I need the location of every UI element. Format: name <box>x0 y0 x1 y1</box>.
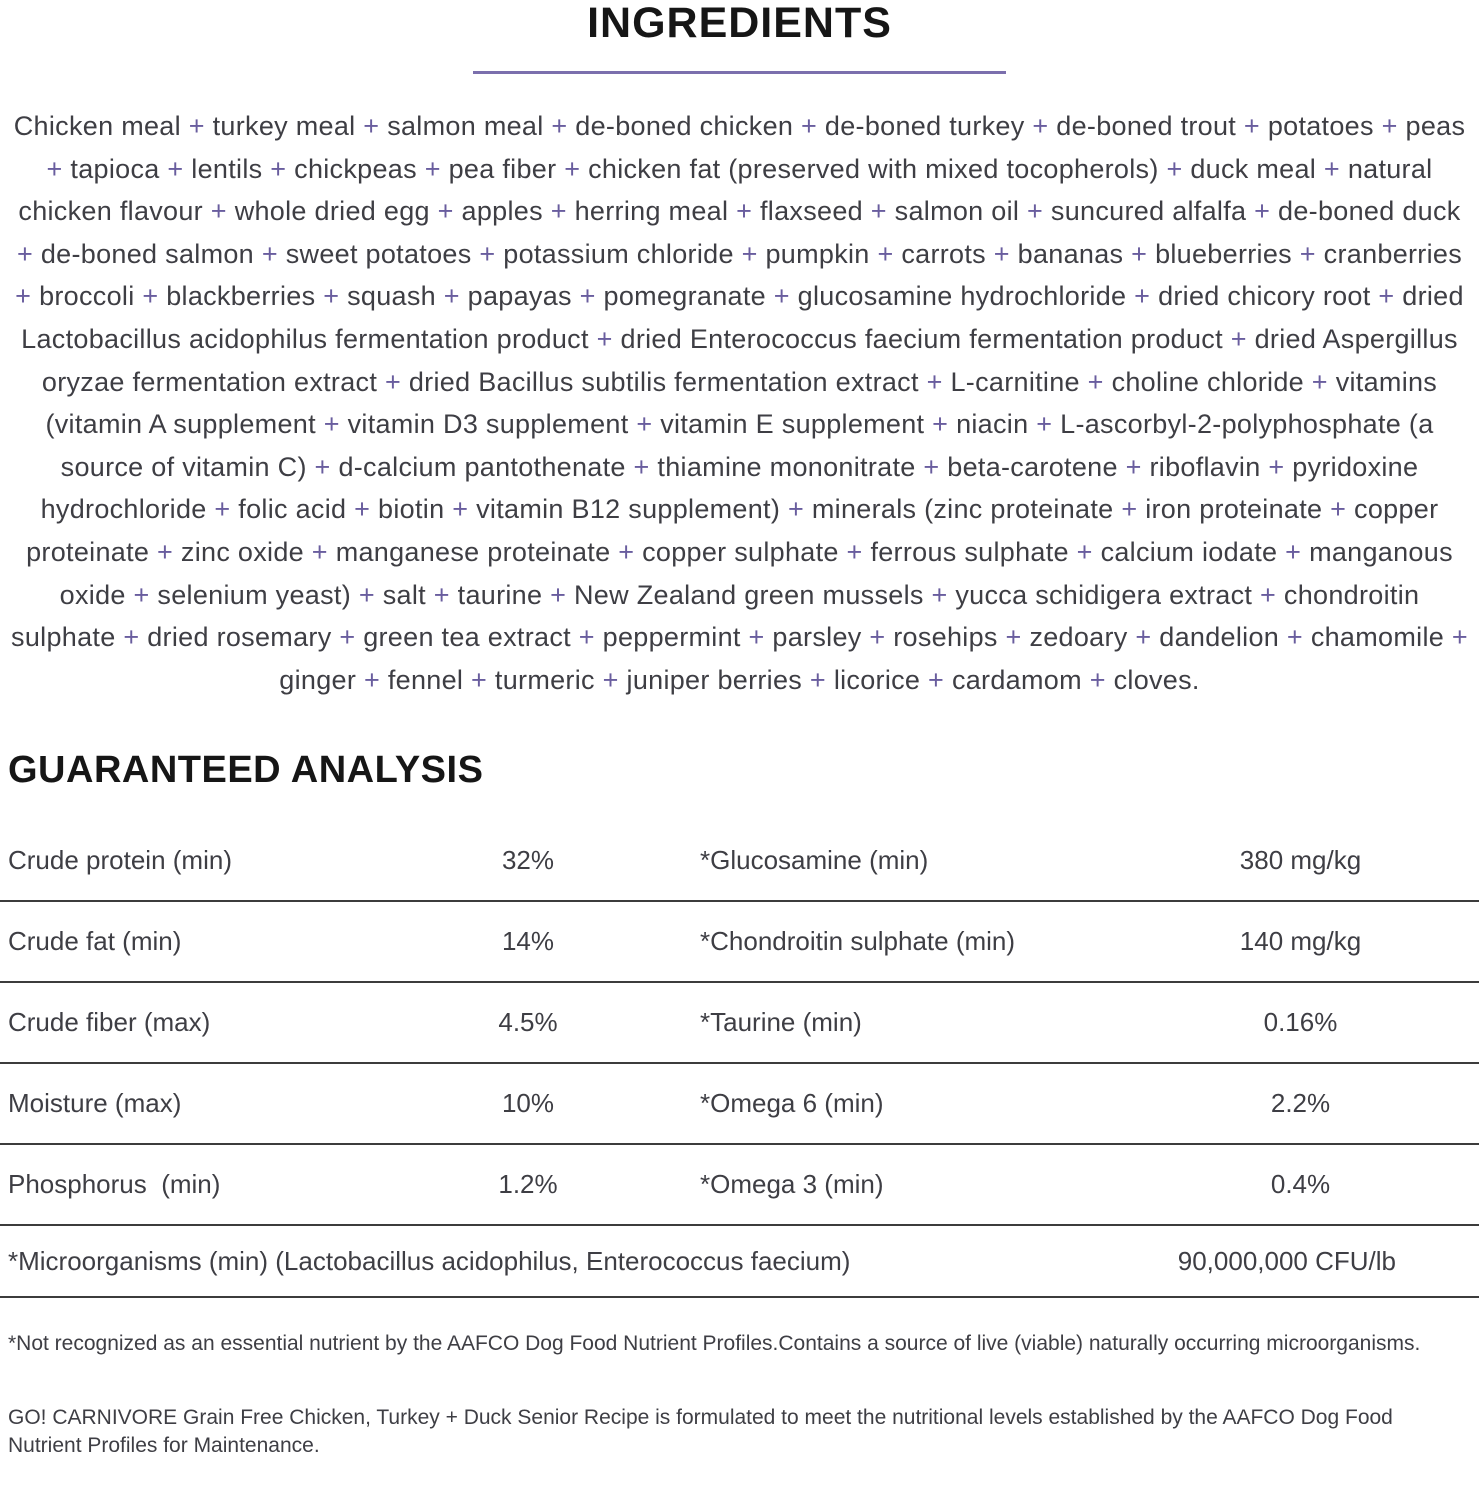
plus-separator: + <box>1005 622 1022 653</box>
plus-separator: + <box>1135 622 1152 653</box>
analysis-left-value: 10% <box>501 1088 555 1119</box>
plus-separator: + <box>384 366 402 397</box>
ingredient-item: potatoes <box>1267 111 1374 141</box>
ingredient-item: natural chicken flavour <box>18 153 1433 227</box>
ingredient-item: herring meal <box>574 196 729 227</box>
plus-separator: + <box>877 238 894 269</box>
ingredient-item: manganese proteinate <box>335 536 611 567</box>
analysis-right-value: 380 mg/kg <box>1239 845 1362 876</box>
ingredient-item: New Zealand green mussels <box>574 579 924 610</box>
ingredient-item: dried Bacillus subtilis fermentation extract <box>408 366 919 397</box>
plus-separator: + <box>578 622 595 653</box>
ingredient-item: dried chicory root <box>1158 281 1371 312</box>
ingredient-item: riboflavin <box>1149 451 1261 482</box>
ingredient-item: blueberries <box>1155 238 1292 269</box>
plus-separator: + <box>311 536 328 567</box>
ingredient-item: pea fiber <box>448 153 557 184</box>
ingredient-item: d-calcium pantothenate <box>338 451 626 482</box>
ingredient-item: taurine <box>457 579 543 610</box>
ingredient-item: green tea extract <box>363 622 571 653</box>
ingredient-item: peas <box>1405 111 1466 141</box>
ingredient-item: cardamom <box>951 664 1082 695</box>
plus-separator: + <box>618 536 635 567</box>
ingredient-item: bananas <box>1017 238 1124 269</box>
analysis-left-label: Crude fat (min) <box>8 926 182 957</box>
ingredient-item: copper sulphate <box>642 536 839 567</box>
plus-separator: + <box>932 409 949 440</box>
analysis-right-value: 2.2% <box>1270 1088 1331 1119</box>
plus-separator: + <box>809 664 826 695</box>
plus-separator: + <box>1125 451 1142 482</box>
analysis-right-label: *Taurine (min) <box>700 1007 862 1038</box>
ingredient-item: selenium yeast) <box>157 579 352 610</box>
ingredient-item: tapioca <box>70 153 160 184</box>
ingredient-item: dried rosemary <box>147 622 332 653</box>
aafco-statement: GO! CARNIVORE Grain Free Chicken, Turkey + Duck Senior Recipe is formulated to meet the nutritional levels established by the AAFCO Dog Food Nutrient Profiles for Maintenance. <box>8 1406 1393 1458</box>
analysis-left-value: 14% <box>501 926 555 957</box>
plus-separator: + <box>1285 536 1302 567</box>
plus-separator: + <box>741 238 758 269</box>
plus-separator: + <box>801 111 818 141</box>
ingredient-item: yucca schidigera extract <box>955 579 1253 610</box>
ingredient-item: salt <box>382 579 426 610</box>
ingredient-item: de-boned salmon <box>40 238 255 269</box>
analysis-right-label: *Omega 6 (min) <box>700 1088 884 1119</box>
plus-separator: + <box>1089 664 1106 695</box>
ingredient-item: dried Aspergillus oryzae fermentation extract <box>41 323 1458 397</box>
ingredient-item: blackberries <box>166 281 316 312</box>
ingredient-item: vitamin E supplement <box>660 409 925 440</box>
analysis-right-label: *Glucosamine (min) <box>700 845 929 876</box>
analysis-row <box>0 821 1479 902</box>
plus-separator: + <box>339 622 356 653</box>
analysis-row <box>0 1145 1479 1226</box>
plus-separator: + <box>452 494 469 525</box>
plus-separator: + <box>354 494 371 525</box>
analysis-left-label: Moisture (max) <box>8 1088 182 1119</box>
ingredient-item: peppermint <box>602 622 741 653</box>
analysis-left-value: 32% <box>501 845 555 876</box>
plus-separator: + <box>736 196 753 227</box>
analysis-left-label: Crude protein (min) <box>8 845 232 876</box>
plus-separator: + <box>846 536 863 567</box>
ingredient-item: ferrous sulphate <box>870 536 1069 567</box>
plus-separator: + <box>633 451 650 482</box>
ingredient-item: rosehips <box>893 622 998 653</box>
ingredient-item: biotin <box>378 494 445 525</box>
plus-separator: + <box>16 238 34 269</box>
plus-separator: + <box>433 579 450 610</box>
plus-separator: + <box>157 536 174 567</box>
plus-separator: + <box>1311 366 1328 397</box>
plus-separator: + <box>1027 196 1044 227</box>
plus-separator: + <box>773 281 790 312</box>
ingredient-item: potassium chloride <box>503 238 734 269</box>
ingredient-item: zedoary <box>1029 622 1128 653</box>
plus-separator: + <box>869 622 886 653</box>
plus-separator: + <box>358 579 375 610</box>
plus-separator: + <box>1243 111 1260 141</box>
plus-separator: + <box>437 196 454 227</box>
microorganisms-label: *Microorganisms (min) (Lactobacillus acidophilus, Enterococcus faecium) <box>8 1245 851 1276</box>
asterisk-footnote: *Not recognized as an essential nutrient by the AAFCO Dog Food Nutrient Profiles.Contains a source of live (viable) naturally occurring microorganisms. <box>8 1332 1421 1356</box>
ingredient-item: de-boned chicken <box>575 111 794 141</box>
plus-separator: + <box>1131 238 1148 269</box>
ingredient-item: cloves. <box>1113 664 1200 695</box>
plus-separator: + <box>323 409 340 440</box>
plus-separator: + <box>550 579 567 610</box>
plus-separator: + <box>551 111 568 141</box>
plus-separator: + <box>363 664 381 695</box>
plus-separator: + <box>923 451 940 482</box>
plus-separator: + <box>1378 281 1395 312</box>
plus-separator: + <box>323 281 340 312</box>
ingredient-item: carrots <box>901 238 986 269</box>
ingredient-item: niacin <box>956 409 1029 440</box>
plus-separator: + <box>928 664 945 695</box>
ingredient-item: vitamin D3 supplement <box>347 409 629 440</box>
ingredient-item: broccoli <box>39 281 135 312</box>
analysis-left-label: Crude fiber (max) <box>8 1007 211 1038</box>
ingredient-item: fennel <box>387 664 464 695</box>
plus-separator: + <box>1036 409 1053 440</box>
analysis-right-value: 140 mg/kg <box>1239 926 1362 957</box>
plus-separator: + <box>15 281 32 312</box>
ingredient-item: de-boned turkey <box>824 111 1025 141</box>
ingredient-item: de-boned trout <box>1056 111 1237 141</box>
ingredient-item: vitamin B12 supplement) <box>476 494 781 525</box>
plus-separator: + <box>1254 196 1271 227</box>
plus-separator: + <box>636 409 653 440</box>
plus-separator: + <box>133 579 150 610</box>
plus-separator: + <box>188 111 205 141</box>
analysis-row-microorganisms <box>0 1226 1479 1298</box>
ingredient-item: glucosamine hydrochloride <box>797 281 1127 312</box>
plus-separator: + <box>1134 281 1151 312</box>
plus-separator: + <box>1330 494 1347 525</box>
analysis-left-value: 4.5% <box>498 1007 558 1038</box>
plus-separator: + <box>270 153 287 184</box>
ingredient-item: apples <box>461 196 543 227</box>
ingredient-item: de-boned duck <box>1278 196 1461 227</box>
ingredient-item: Chicken meal <box>13 111 181 141</box>
plus-separator: + <box>1166 153 1183 184</box>
ingredient-item: iron proteinate <box>1145 494 1323 525</box>
analysis-right-label: *Chondroitin sulphate (min) <box>700 926 1016 957</box>
plus-separator: + <box>748 622 765 653</box>
plus-separator: + <box>564 153 581 184</box>
ingredient-item: manganous oxide <box>59 536 1453 610</box>
ingredient-item: salmon oil <box>894 196 1020 227</box>
plus-separator: + <box>1260 579 1277 610</box>
plus-separator: + <box>1381 111 1398 141</box>
plus-separator: + <box>602 664 619 695</box>
ingredient-item: chondroitin sulphate <box>11 579 1420 653</box>
analysis-row <box>0 983 1479 1064</box>
ingredient-item: suncured alfalfa <box>1050 196 1247 227</box>
ingredient-item: folic acid <box>238 494 347 525</box>
purple-divider <box>473 71 1006 74</box>
plus-separator: + <box>596 323 613 354</box>
ingredient-item: salmon meal <box>387 111 544 141</box>
ingredient-item: dried Enterococcus faecium fermentation product <box>620 323 1223 354</box>
analysis-left-value: 1.2% <box>498 1169 558 1200</box>
plus-separator: + <box>993 238 1010 269</box>
ingredient-item: beta-carotene <box>947 451 1118 482</box>
plus-separator: + <box>1268 451 1285 482</box>
plus-separator: + <box>1087 366 1104 397</box>
ingredient-item: flaxseed <box>759 196 863 227</box>
plus-separator: + <box>479 238 496 269</box>
plus-separator: + <box>210 196 227 227</box>
analysis-row <box>0 1064 1479 1145</box>
plus-separator: + <box>214 494 231 525</box>
plus-separator: + <box>261 238 278 269</box>
ingredient-item: L-ascorbyl-2-polyphosphate (a source of vitamin C) <box>60 409 1434 482</box>
ingredient-item: L-carnitine <box>950 366 1080 397</box>
plus-separator: + <box>1451 622 1468 653</box>
ingredient-item: choline chloride <box>1111 366 1304 397</box>
ingredient-item: cranberries <box>1323 238 1463 269</box>
ingredient-item: vitamins (vitamin A supplement <box>45 366 1438 440</box>
plus-separator: + <box>931 579 948 610</box>
ingredient-item: papayas <box>467 281 572 312</box>
plus-separator: + <box>787 494 805 525</box>
ingredient-item: squash <box>347 281 436 312</box>
ingredient-item: juniper berries <box>626 664 803 695</box>
analysis-table <box>0 821 1479 1226</box>
ingredient-item: whole dried egg <box>234 196 430 227</box>
ingredient-item: turkey meal <box>212 111 356 141</box>
analysis-row <box>0 902 1479 983</box>
ingredient-item: sweet potatoes <box>285 238 472 269</box>
plus-separator: + <box>1121 494 1138 525</box>
ingredient-item: pumpkin <box>765 238 870 269</box>
plus-separator: + <box>424 153 441 184</box>
ingredient-item: copper proteinate <box>26 494 1439 567</box>
plus-separator: + <box>870 196 887 227</box>
ingredient-item: parsley <box>772 622 862 653</box>
plus-separator: + <box>142 281 159 312</box>
plus-separator: + <box>123 622 140 653</box>
analysis-right-label: *Omega 3 (min) <box>700 1169 884 1200</box>
plus-separator: + <box>579 281 596 312</box>
ingredient-item: zinc oxide <box>180 536 304 567</box>
plus-separator: + <box>1230 323 1247 354</box>
plus-separator: + <box>1286 622 1303 653</box>
ingredients-paragraph <box>10 105 1469 701</box>
analysis-right-value: 0.4% <box>1270 1169 1331 1200</box>
ingredient-item: turmeric <box>494 664 595 695</box>
analysis-right-value: 0.16% <box>1263 1007 1338 1038</box>
ingredient-item: licorice <box>833 664 921 695</box>
ingredient-item: duck meal <box>1190 153 1317 184</box>
plus-separator: + <box>363 111 380 141</box>
ingredient-item: calcium iodate <box>1100 536 1278 567</box>
ingredients-title: INGREDIENTS <box>587 0 892 47</box>
plus-separator: + <box>1299 238 1316 269</box>
ingredient-item: dried Lactobacillus acidophilus fermentation product <box>21 281 1464 354</box>
ingredient-item: chamomile <box>1310 622 1445 653</box>
ingredient-item: lentils <box>191 153 263 184</box>
ingredient-item: minerals (zinc proteinate <box>811 494 1114 525</box>
plus-separator: + <box>550 196 567 227</box>
ingredient-item: pyridoxine hydrochloride <box>40 451 1419 525</box>
plus-separator: + <box>471 664 488 695</box>
ingredient-item: thiamine mononitrate <box>657 451 916 482</box>
plus-separator: + <box>314 451 331 482</box>
plus-separator: + <box>1032 111 1049 141</box>
plus-separator: + <box>1076 536 1093 567</box>
ingredient-item: chickpeas <box>294 153 417 184</box>
plus-separator: + <box>167 153 184 184</box>
guaranteed-analysis-title: GUARANTEED ANALYSIS <box>8 749 484 792</box>
ingredient-item: dandelion <box>1159 622 1280 653</box>
ingredient-item: ginger <box>279 664 357 695</box>
analysis-left-label: Phosphorus (min) <box>8 1169 221 1200</box>
plus-separator: + <box>1323 153 1340 184</box>
ingredient-item: pomegranate <box>603 281 766 312</box>
ingredient-item: chicken fat (preserved with mixed tocopherols) <box>588 153 1159 184</box>
plus-separator: + <box>46 153 63 184</box>
plus-separator: + <box>443 281 460 312</box>
microorganisms-value: 90,000,000 CFU/lb <box>1177 1245 1396 1276</box>
plus-separator: + <box>926 366 943 397</box>
